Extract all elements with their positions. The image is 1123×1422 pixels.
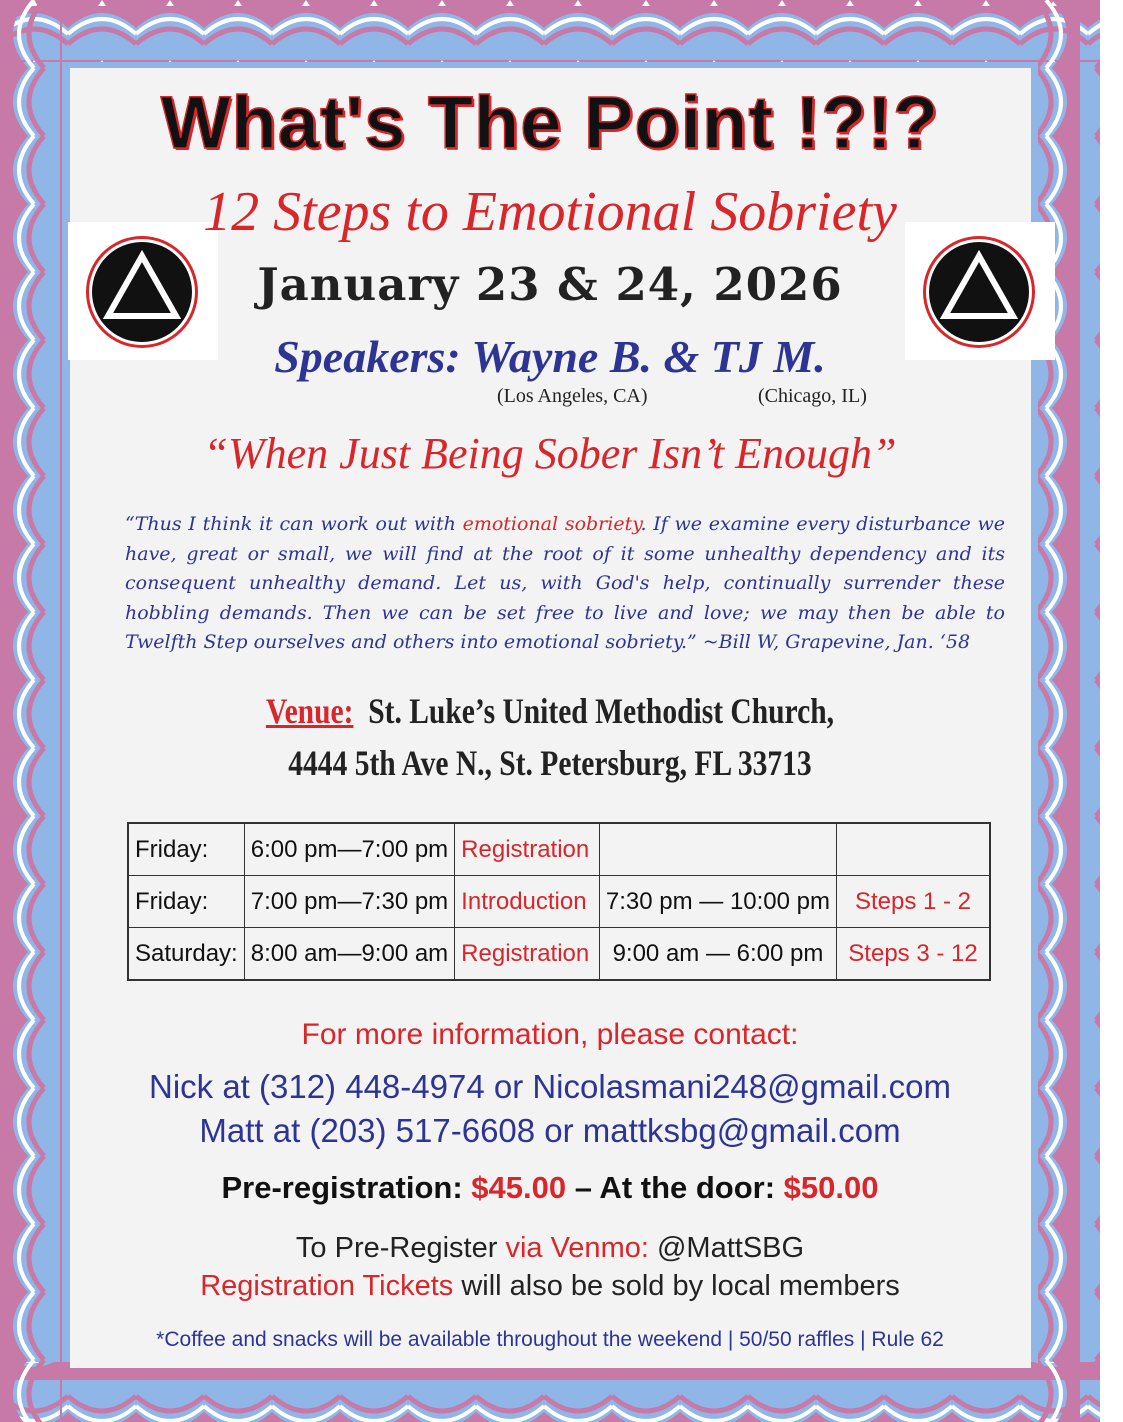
event-subtitle: 12 Steps to Emotional Sobriety [203, 181, 897, 243]
door-label: – At the door: [566, 1170, 784, 1205]
venue-line [99, 690, 1001, 732]
pricing-line [0, 1170, 1100, 1206]
quote-rest: . If we examine every disturbance we have, great or small, we will find at the root of it some unhealthy dependency and its consequent unhealthy demand. Let us, with God's help, continually surrender these hobbling demands. Then we can be set free to live and love; we may then be able to Twelfth Step ourselves and others into emotional sobriety.” ~Bill W, Grapevine, Jan. ‘58 [125, 513, 1005, 653]
tickets-rest: will also be sold by local members [453, 1270, 900, 1302]
venue-address: 4444 5th Ave N., St. Petersburg, FL 33713 [288, 743, 812, 783]
schedule-time: 8:00 am—9:00 am [244, 928, 454, 981]
contact-heading: For more information, please contact: [301, 1018, 799, 1051]
table-row [128, 876, 990, 928]
table-row [128, 823, 990, 876]
schedule-time: 7:30 pm — 10:00 pm [599, 876, 836, 928]
venmo-handle: @MattSBG [648, 1232, 805, 1264]
schedule-time [599, 823, 836, 876]
speakers-line: Speakers: Wayne B. & TJ M. [274, 331, 826, 382]
speaker1-city: (Los Angeles, CA) [497, 385, 648, 407]
schedule-time: 7:00 pm—7:30 pm [244, 876, 454, 928]
footnote: *Coffee and snacks will be available throughout the weekend | 50/50 raffles | Rule 62 [156, 1328, 944, 1351]
schedule-event: Steps 1 - 2 [837, 876, 990, 928]
schedule-table [127, 822, 991, 981]
venmo-prefix: To Pre-Register [295, 1232, 506, 1264]
venmo-line [0, 1232, 1100, 1265]
table-row [128, 928, 990, 981]
schedule-event: Steps 3 - 12 [837, 928, 990, 981]
venue-name: St. Luke’s United Methodist Church, [368, 691, 835, 731]
quote-start: “Thus I think it can work out with [125, 513, 463, 535]
schedule-time: 6:00 pm—7:00 pm [244, 823, 454, 876]
venmo-label: via Venmo: [505, 1232, 649, 1264]
quote-highlight: emotional sobriety [462, 513, 641, 535]
event-title: What's The Point !?!? [160, 81, 940, 164]
schedule-day: Friday: [128, 876, 244, 928]
tickets-line [0, 1270, 1100, 1303]
contact-nick: Nick at (312) 448-4974 or Nicolasmani248@gmail.com [148, 1068, 952, 1105]
schedule-day: Saturday: [128, 928, 244, 981]
schedule-time: 9:00 am — 6:00 pm [599, 928, 836, 981]
bill-w-quote [125, 510, 1005, 658]
pre-registration-label: Pre-registration: [221, 1170, 472, 1205]
venue-label: Venue: [265, 691, 354, 731]
speaker2-city: (Chicago, IL) [758, 385, 867, 407]
schedule-event: Registration [455, 928, 600, 981]
door-price: $50.00 [783, 1170, 879, 1205]
tagline: “When Just Being Sober Isn’t Enough” [203, 429, 897, 478]
event-dates: January 23 & 24, 2026 [257, 258, 843, 311]
schedule-event: Registration [455, 823, 600, 876]
pre-registration-price: $45.00 [471, 1170, 567, 1205]
schedule-event: Introduction [455, 876, 600, 928]
tickets-label: Registration Tickets [200, 1270, 454, 1302]
schedule-event [837, 823, 990, 876]
contact-matt: Matt at (203) 517-6608 or mattksbg@gmail.com [199, 1112, 901, 1149]
schedule-day: Friday: [128, 823, 244, 876]
